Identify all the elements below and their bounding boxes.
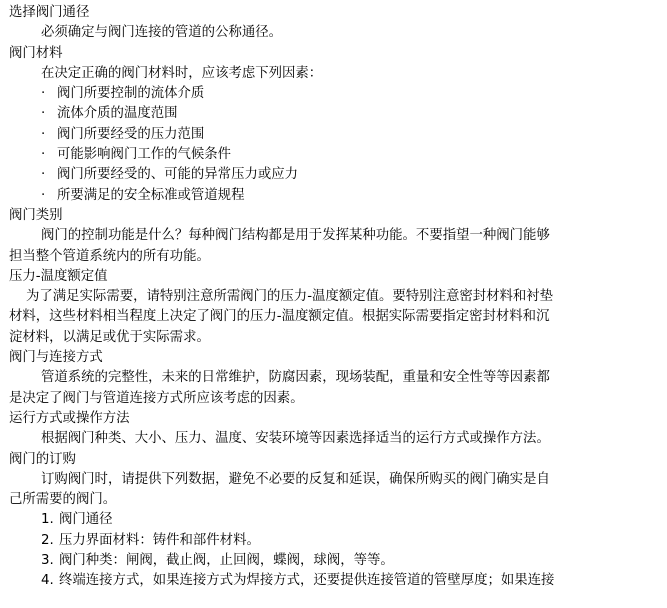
- text-material-intro: 在决定正确的阀门材料时，应该考虑下列因素：: [41, 65, 323, 81]
- bullet-text: 阀门所要控制的流体介质: [57, 86, 205, 102]
- text-rating-line: 材料，这些材料相当程度上决定了阀门的压力-温度额定值。根据实际需要指定密封材料和沉: [9, 309, 550, 325]
- bullet-item: [9, 104, 659, 124]
- bullet-item: [9, 165, 659, 185]
- bullet-item: [9, 125, 659, 145]
- bullet-marker: ·: [41, 167, 46, 183]
- item-text: 阀门种类：闸阀，截止阀，止回阀，蝶阀，球阀，等等。: [59, 553, 394, 569]
- item-text: 终端连接方式，如果连接方式为焊接方式，还要提供连接管道的管壁厚度；如果连接: [59, 573, 555, 589]
- bullet-item: [9, 145, 659, 165]
- text-category-line: 担当整个管道系统内的所有功能。: [9, 248, 210, 264]
- item-text: 阀门通径: [59, 512, 113, 528]
- bullet-marker: ·: [41, 126, 46, 142]
- item-number: 1.: [41, 512, 54, 528]
- heading-pressure-temperature-rating: 压力-温度额定值: [9, 268, 108, 284]
- text-category-line: 阀门的控制功能是什么？每种阀门结构都是用于发挥某种功能。不要指望一种阀门能够: [41, 228, 550, 244]
- numbered-item: [9, 551, 659, 571]
- bullet-text: 可能影响阀门工作的气候条件: [57, 147, 232, 163]
- numbered-item: [9, 510, 659, 530]
- heading-operation-method: 运行方式或操作方法: [9, 410, 130, 426]
- item-number: 3.: [41, 553, 54, 569]
- text-operation: 根据阀门种类、大小、压力、温度、安装环境等因素选择适当的运行方式或操作方法。: [41, 431, 550, 447]
- text-ordering-line: 己所需要的阀门。: [9, 492, 117, 508]
- bullet-marker: ·: [41, 106, 46, 122]
- bullet-text: 流体介质的温度范围: [57, 106, 178, 122]
- bullet-text: 所要满足的安全标准或管道规程: [57, 187, 245, 203]
- text-connection-line: 是决定了阀门与管道连接方式所应该考虑的因素。: [9, 390, 304, 406]
- heading-valve-material: 阀门材料: [9, 45, 63, 61]
- bullet-marker: ·: [41, 86, 46, 102]
- bullet-item: [9, 84, 659, 104]
- item-number: 2.: [41, 532, 54, 548]
- bullet-marker: ·: [41, 187, 46, 203]
- item-number: 4.: [41, 573, 54, 589]
- bullet-text: 阀门所要经受的压力范围: [57, 126, 205, 142]
- bullet-marker: ·: [41, 147, 46, 163]
- item-text: 压力界面材料：铸件和部件材料。: [59, 532, 260, 548]
- numbered-item: [9, 571, 659, 591]
- text-valve-size: 必须确定与阀门连接的管道的公称通径。: [41, 25, 283, 41]
- heading-valve-ordering: 阀门的订购: [9, 451, 76, 467]
- text-connection-line: 管道系统的完整性，未来的日常维护，防腐因素，现场装配，重量和安全性等等因素都: [41, 370, 550, 386]
- heading-valve-category: 阀门类别: [9, 207, 63, 223]
- bullet-item: [9, 186, 659, 206]
- heading-valve-connection: 阀门与连接方式: [9, 350, 103, 366]
- text-ordering-line: 订购阀门时，请提供下列数据，避免不必要的反复和延误，确保所购买的阀门确实是自: [41, 471, 550, 487]
- text-rating-line: 为了满足实际需要，请特别注意所需阀门的压力-温度额定值。要特别注意密封材料和衬垫: [26, 289, 554, 305]
- text-rating-line: 淀材料，以满足或优于实际需求。: [9, 329, 210, 345]
- bullet-text: 阀门所要经受的、可能的异常压力或应力: [57, 167, 299, 183]
- numbered-item: [9, 531, 659, 551]
- heading-valve-size: 选择阀门通径: [9, 5, 90, 20]
